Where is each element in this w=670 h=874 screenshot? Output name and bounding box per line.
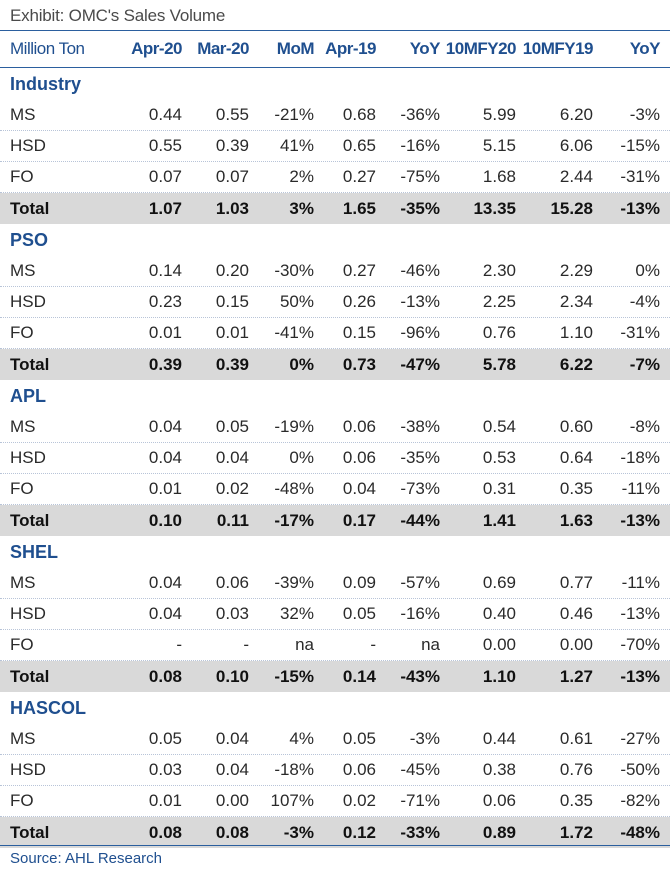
table-cell: 0% [635,261,660,280]
table-cell: 0.01 [148,791,182,810]
table-cell: 0.01 [215,323,249,342]
table-row [0,162,670,193]
table-cell: -13% [620,510,660,530]
table-cell: 0.53 [482,448,516,467]
table-cell: 1.72 [559,822,593,842]
table-cell: -50% [620,760,660,779]
table-cell: 0.04 [148,604,182,623]
table-row [0,100,670,131]
table-cell: 41% [279,136,314,155]
table-row [0,755,670,786]
table-row [0,443,670,474]
table-cell: 1.41 [482,510,516,530]
table-cell: 0.44 [148,105,182,124]
table-cell: 2.34 [559,292,593,311]
table-cell: -71% [400,791,440,810]
section-heading [0,68,670,100]
row-label: MS [10,573,36,592]
table-cell: -41% [274,323,314,342]
table-cell: -31% [620,167,660,186]
table-cell: 0.27 [342,261,376,280]
table-cell: -38% [400,417,440,436]
row-label: HSD [10,292,46,311]
section-name: SHEL [10,541,59,562]
table-cell: 50% [279,292,314,311]
table-cell: 0.65 [342,136,376,155]
table-cell: 0.05 [148,729,182,748]
table-row [0,724,670,755]
table-cell: 0.26 [342,292,376,311]
row-label: HSD [10,136,46,155]
row-label: HSD [10,604,46,623]
table-cell: -70% [620,635,660,654]
table-cell: 0.04 [148,417,182,436]
table-cell: 6.06 [559,136,593,155]
table-cell: 1.27 [559,666,593,686]
table-cell: 2.30 [482,261,516,280]
row-label: FO [10,323,34,342]
table-cell: 0.39 [215,354,249,374]
table-cell: -33% [400,822,440,842]
table-cell: 0.64 [559,448,593,467]
column-header: 10MFY20 [445,39,516,58]
column-header: YoY [409,39,440,58]
bottom-divider [0,845,670,846]
table-cell: 0.07 [215,167,249,186]
table-cell: 0.10 [148,510,182,530]
exhibit-title: Exhibit: OMC's Sales Volume [10,6,226,25]
table-cell: 2.25 [482,292,516,311]
table-cell: 0.68 [342,105,376,124]
column-header: MoM [276,39,314,58]
table-cell: 1.07 [148,198,182,218]
table-cell: 0.04 [215,729,249,748]
section-name: HASCOL [10,697,86,718]
table-cell: -8% [629,417,660,436]
table-cell: -16% [400,604,440,623]
table-cell: 0.08 [215,822,249,842]
row-label: Total [10,198,50,218]
table-cell: 0.60 [559,417,593,436]
table-cell: 0.01 [148,479,182,498]
table-cell: 0.14 [148,261,182,280]
table-cell: 0.00 [215,791,249,810]
table-cell: 0.12 [342,822,376,842]
table-cell: -27% [620,729,660,748]
table-cell: 0.89 [482,822,516,842]
table-cell: 0% [289,448,314,467]
section-heading [0,536,670,568]
row-label: FO [10,167,34,186]
table-row [0,630,670,661]
table-cell: 2.29 [559,261,593,280]
row-label: MS [10,105,36,124]
table-cell: 2% [289,167,314,186]
row-label: Total [10,354,50,374]
table-cell: 4% [289,729,314,748]
row-label: HSD [10,760,46,779]
table-cell: -15% [274,666,314,686]
table-cell: 0.06 [342,448,376,467]
table-cell: 6.22 [559,354,593,374]
table-cell: -48% [620,822,660,842]
table-cell: -3% [283,822,314,842]
section-heading [0,692,670,724]
table-cell: 0.55 [215,105,249,124]
table-cell: -3% [409,729,440,748]
column-header: YoY [629,39,660,58]
table-cell: 0.02 [342,791,376,810]
table-cell: 0.14 [342,666,376,686]
table-cell: 0.05 [342,604,376,623]
table-cell: 0.77 [559,573,593,592]
table-cell: - [176,635,182,654]
table-cell: 0.46 [559,604,593,623]
table-header [0,30,670,68]
table-cell: -39% [274,573,314,592]
table-row [0,318,670,349]
row-label: FO [10,791,34,810]
column-header: Apr-19 [325,39,376,58]
table-cell: -15% [620,136,660,155]
table-cell: 0.61 [559,729,593,748]
table-cell: 0.38 [482,760,516,779]
table-cell: -19% [274,417,314,436]
table-row [0,287,670,318]
table-cell: -57% [400,573,440,592]
table-row [0,256,670,287]
table-cell: -11% [621,573,660,592]
table-cell: 15.28 [550,198,593,218]
table-cell: 0.08 [148,822,182,842]
column-header: 10MFY19 [522,39,593,58]
table-cell: 0.05 [342,729,376,748]
table-cell: -4% [629,292,660,311]
table-cell: 0.35 [559,479,593,498]
section-name: Industry [10,73,82,94]
table-cell: -7% [629,354,660,374]
table-cell: 5.15 [482,136,516,155]
table-cell: 2.44 [559,167,593,186]
table-cell: -36% [400,105,440,124]
table-cell: -30% [274,261,314,280]
table-cell: -11% [621,479,660,498]
table-cell: 0.35 [559,791,593,810]
table-cell: 0.76 [482,323,516,342]
table-cell: 1.10 [482,666,516,686]
column-header: Apr-20 [131,39,182,58]
table-cell: -35% [400,448,440,467]
source-note: Source: AHL Research [10,850,163,867]
total-row [0,193,670,224]
table-cell: -16% [400,136,440,155]
table-cell: 0.00 [559,635,593,654]
section-name: PSO [10,229,49,250]
table-cell: -18% [274,760,314,779]
table-cell: 0.73 [342,354,376,374]
table-row [0,131,670,162]
table-cell: 0.55 [148,136,182,155]
table-cell: -13% [400,292,440,311]
table-cell: 1.65 [342,198,376,218]
table-cell: -48% [274,479,314,498]
table-cell: na [421,635,440,654]
table-cell: 0.04 [342,479,376,498]
table-cell: - [370,635,376,654]
table-cell: -13% [620,604,660,623]
row-label: MS [10,729,36,748]
table-cell: 0.07 [148,167,182,186]
total-row [0,349,670,380]
table-cell: 0.44 [482,729,516,748]
table-cell: 0.04 [148,573,182,592]
table-cell: 0.69 [482,573,516,592]
total-row [0,661,670,692]
table-cell: 0.15 [215,292,249,311]
table-cell: 13.35 [473,198,516,218]
table-row [0,474,670,505]
table-row [0,568,670,599]
table-cell: 0.04 [215,760,249,779]
table-cell: 0.03 [215,604,249,623]
table-cell: 0.40 [482,604,516,623]
table-cell: 6.20 [559,105,593,124]
section-heading [0,224,670,256]
table-cell: -96% [400,323,440,342]
section-heading [0,380,670,412]
table-cell: 0.02 [215,479,249,498]
table-cell: 0.31 [482,479,516,498]
table-cell: -45% [400,760,440,779]
table-cell: 0.08 [148,666,182,686]
row-label: FO [10,635,34,654]
table-cell: 0.39 [215,136,249,155]
section-name: APL [10,385,46,406]
table-cell: 0% [289,354,314,374]
table-cell: 3% [289,198,314,218]
table-cell: -31% [620,323,660,342]
table-cell: 0.17 [342,510,376,530]
table-cell: -82% [620,791,660,810]
row-label: Total [10,822,50,842]
table-cell: na [295,635,314,654]
table-cell: -21% [274,105,314,124]
table-cell: 0.10 [215,666,249,686]
table-cell: -3% [629,105,660,124]
table-cell: -44% [400,510,440,530]
table-cell: -47% [400,354,440,374]
row-label: FO [10,479,34,498]
table-cell: -35% [400,198,440,218]
table-cell: -13% [620,198,660,218]
table-cell: 0.54 [482,417,516,436]
table-row [0,412,670,443]
table-cell: 0.27 [342,167,376,186]
total-row [0,505,670,536]
table-cell: 0.06 [215,573,249,592]
table-cell: 0.00 [482,635,516,654]
table-cell: 0.05 [215,417,249,436]
table-row [0,786,670,817]
table-cell: 32% [279,604,314,623]
table-cell: 0.03 [148,760,182,779]
table-cell: 0.06 [342,760,376,779]
table-cell: 0.76 [559,760,593,779]
table-cell: -75% [400,167,440,186]
table-cell: 1.10 [559,323,593,342]
table-cell: 0.20 [215,261,249,280]
table-cell: 0.09 [342,573,376,592]
table-cell: 0.06 [342,417,376,436]
table-cell: 0.39 [148,354,182,374]
row-label: Total [10,666,50,686]
table-cell: 0.01 [148,323,182,342]
total-row [0,817,670,848]
table-cell: 1.03 [215,198,249,218]
table-cell: 1.68 [482,167,516,186]
table-cell: -17% [274,510,314,530]
table-row [0,599,670,630]
table-cell: 5.78 [482,354,516,374]
unit-header: Million Ton [10,39,85,58]
table-cell: 0.04 [215,448,249,467]
column-header: Mar-20 [197,39,249,58]
table-cell: 0.15 [342,323,376,342]
table-cell: 1.63 [559,510,593,530]
table-cell: 0.23 [148,292,182,311]
table-cell: -13% [620,666,660,686]
table-cell: 0.04 [148,448,182,467]
table-cell: 0.11 [216,510,249,530]
table-cell: - [243,635,249,654]
row-label: MS [10,261,36,280]
table-cell: 107% [270,791,314,810]
table-cell: -18% [620,448,660,467]
row-label: MS [10,417,36,436]
table-cell: -43% [400,666,440,686]
table-cell: -73% [400,479,440,498]
table-cell: -46% [400,261,440,280]
table-cell: 0.06 [482,791,516,810]
row-label: Total [10,510,50,530]
row-label: HSD [10,448,46,467]
table-cell: 5.99 [482,105,516,124]
